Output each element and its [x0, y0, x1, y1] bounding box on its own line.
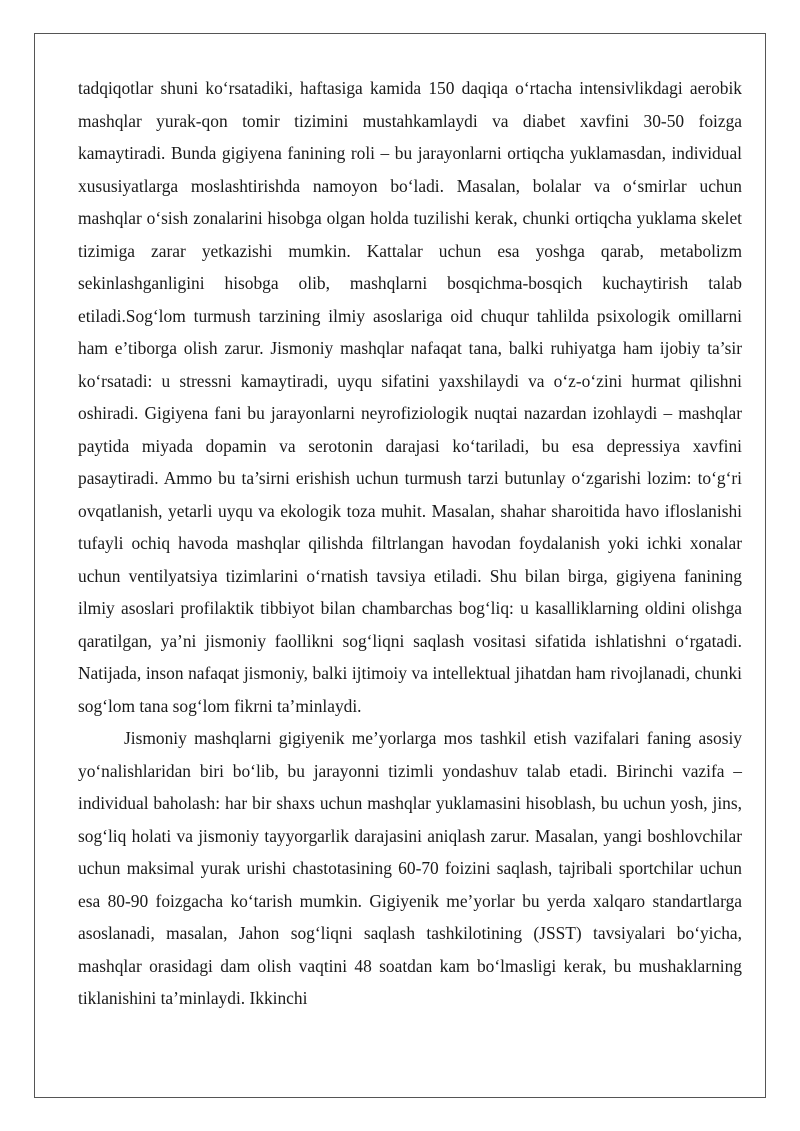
- document-body: [78, 72, 742, 1015]
- paragraph-indented: Jismoniy mashqlarni gigiyenik me’yorlarga mos tashkil etish vazifalari faning asosiy yo‘nalishlaridan biri bo‘lib, bu jarayonni tizimli yondashuv talab etadi. Birinchi vazifa – individual baholash: har bir shaxs uchun mashqlar yuklamasini hisoblash, bu uchun yosh, jins, sog‘liq holati va jismoniy tayyorgarlik darajasini aniqlash zarur. Masalan, yangi boshlovchilar uchun maksimal yurak urishi chastotasining 60-70 foizini saqlash, tajribali sportchilar uchun esa 80-90 foizgacha ko‘tarish mumkin. Gigiyenik me’yorlar bu yerda xalqaro standartlarga asoslanadi, masalan, Jahon sog‘liqni saqlash tashkilotining (JSST) tavsiyalari bo‘yicha, mashqlar orasidagi dam olish vaqtini 48 soatdan kam bo‘lmasligi kerak, bu mushaklarning tiklanishini ta’minlaydi. Ikkinchi: [78, 728, 742, 1008]
- paragraph-continued: tadqiqotlar shuni ko‘rsatadiki, haftasiga kamida 150 daqiqa o‘rtacha intensivlikdagi aerobik mashqlar yurak-qon tomir tizimini mustahkamlaydi va diabet xavfini 30-50 foizga kamaytiradi. Bunda gigiyena fanining roli – bu jarayonlarni ortiqcha yuklamasdan, individual xususiyatlarga moslashtirishda namoyon bo‘ladi. Masalan, bolalar va o‘smirlar uchun mashqlar o‘sish zonalarini hisobga olgan holda tuzilishi kerak, chunki ortiqcha yuklama skelet tizimiga zarar yetkazishi mumkin. Kattalar uchun esa yoshga qarab, metabolizm sekinlashganligini hisobga olib, mashqlarni bosqichma-bosqich kuchaytirish talab etiladi.Sog‘lom turmush tarzining ilmiy asoslariga oid chuqur tahlilda psixologik omillarni ham e’tiborga olish zarur. Jismoniy mashqlar nafaqat tana, balki ruhiyatga ham ijobiy ta’sir ko‘rsatadi: u stressni kamaytiradi, uyqu sifatini yaxshilaydi va o‘z-o‘zini hurmat qilishni oshiradi. Gigiyena fani bu jarayonlarni neyrofiziologik nuqtai nazardan izohlaydi – mashqlar paytida miyada dopamin va serotonin darajasi ko‘tariladi, bu esa depressiya xavfini pasaytiradi. Ammo bu ta’sirni erishish uchun turmush tarzi butunlay o‘zgarishi lozim: to‘g‘ri ovqatlanish, yetarli uyqu va ekologik toza muhit. Masalan, shahar sharoitida havo ifloslanishi tufayli ochiq havoda mashqlar qilishda filtrlangan havodan foydalanish yoki ichki xonalar uchun ventilyatsiya tizimlarini o‘rnatish tavsiya etiladi. Shu bilan birga, gigiyena fanining ilmiy asoslari profilaktik tibbiyot bilan chambarchas bog‘liq: u kasalliklarning oldini olishga qaratilgan, ya’ni jismoniy faollikni sog‘liqni saqlash vositasi sifatida ishlatishni o‘rgatadi. Natijada, inson nafaqat jismoniy, balki ijtimoiy va intellektual jihatdan ham rivojlanadi, chunki sog‘lom tana sog‘lom fikrni ta’minlaydi.: [78, 78, 742, 716]
